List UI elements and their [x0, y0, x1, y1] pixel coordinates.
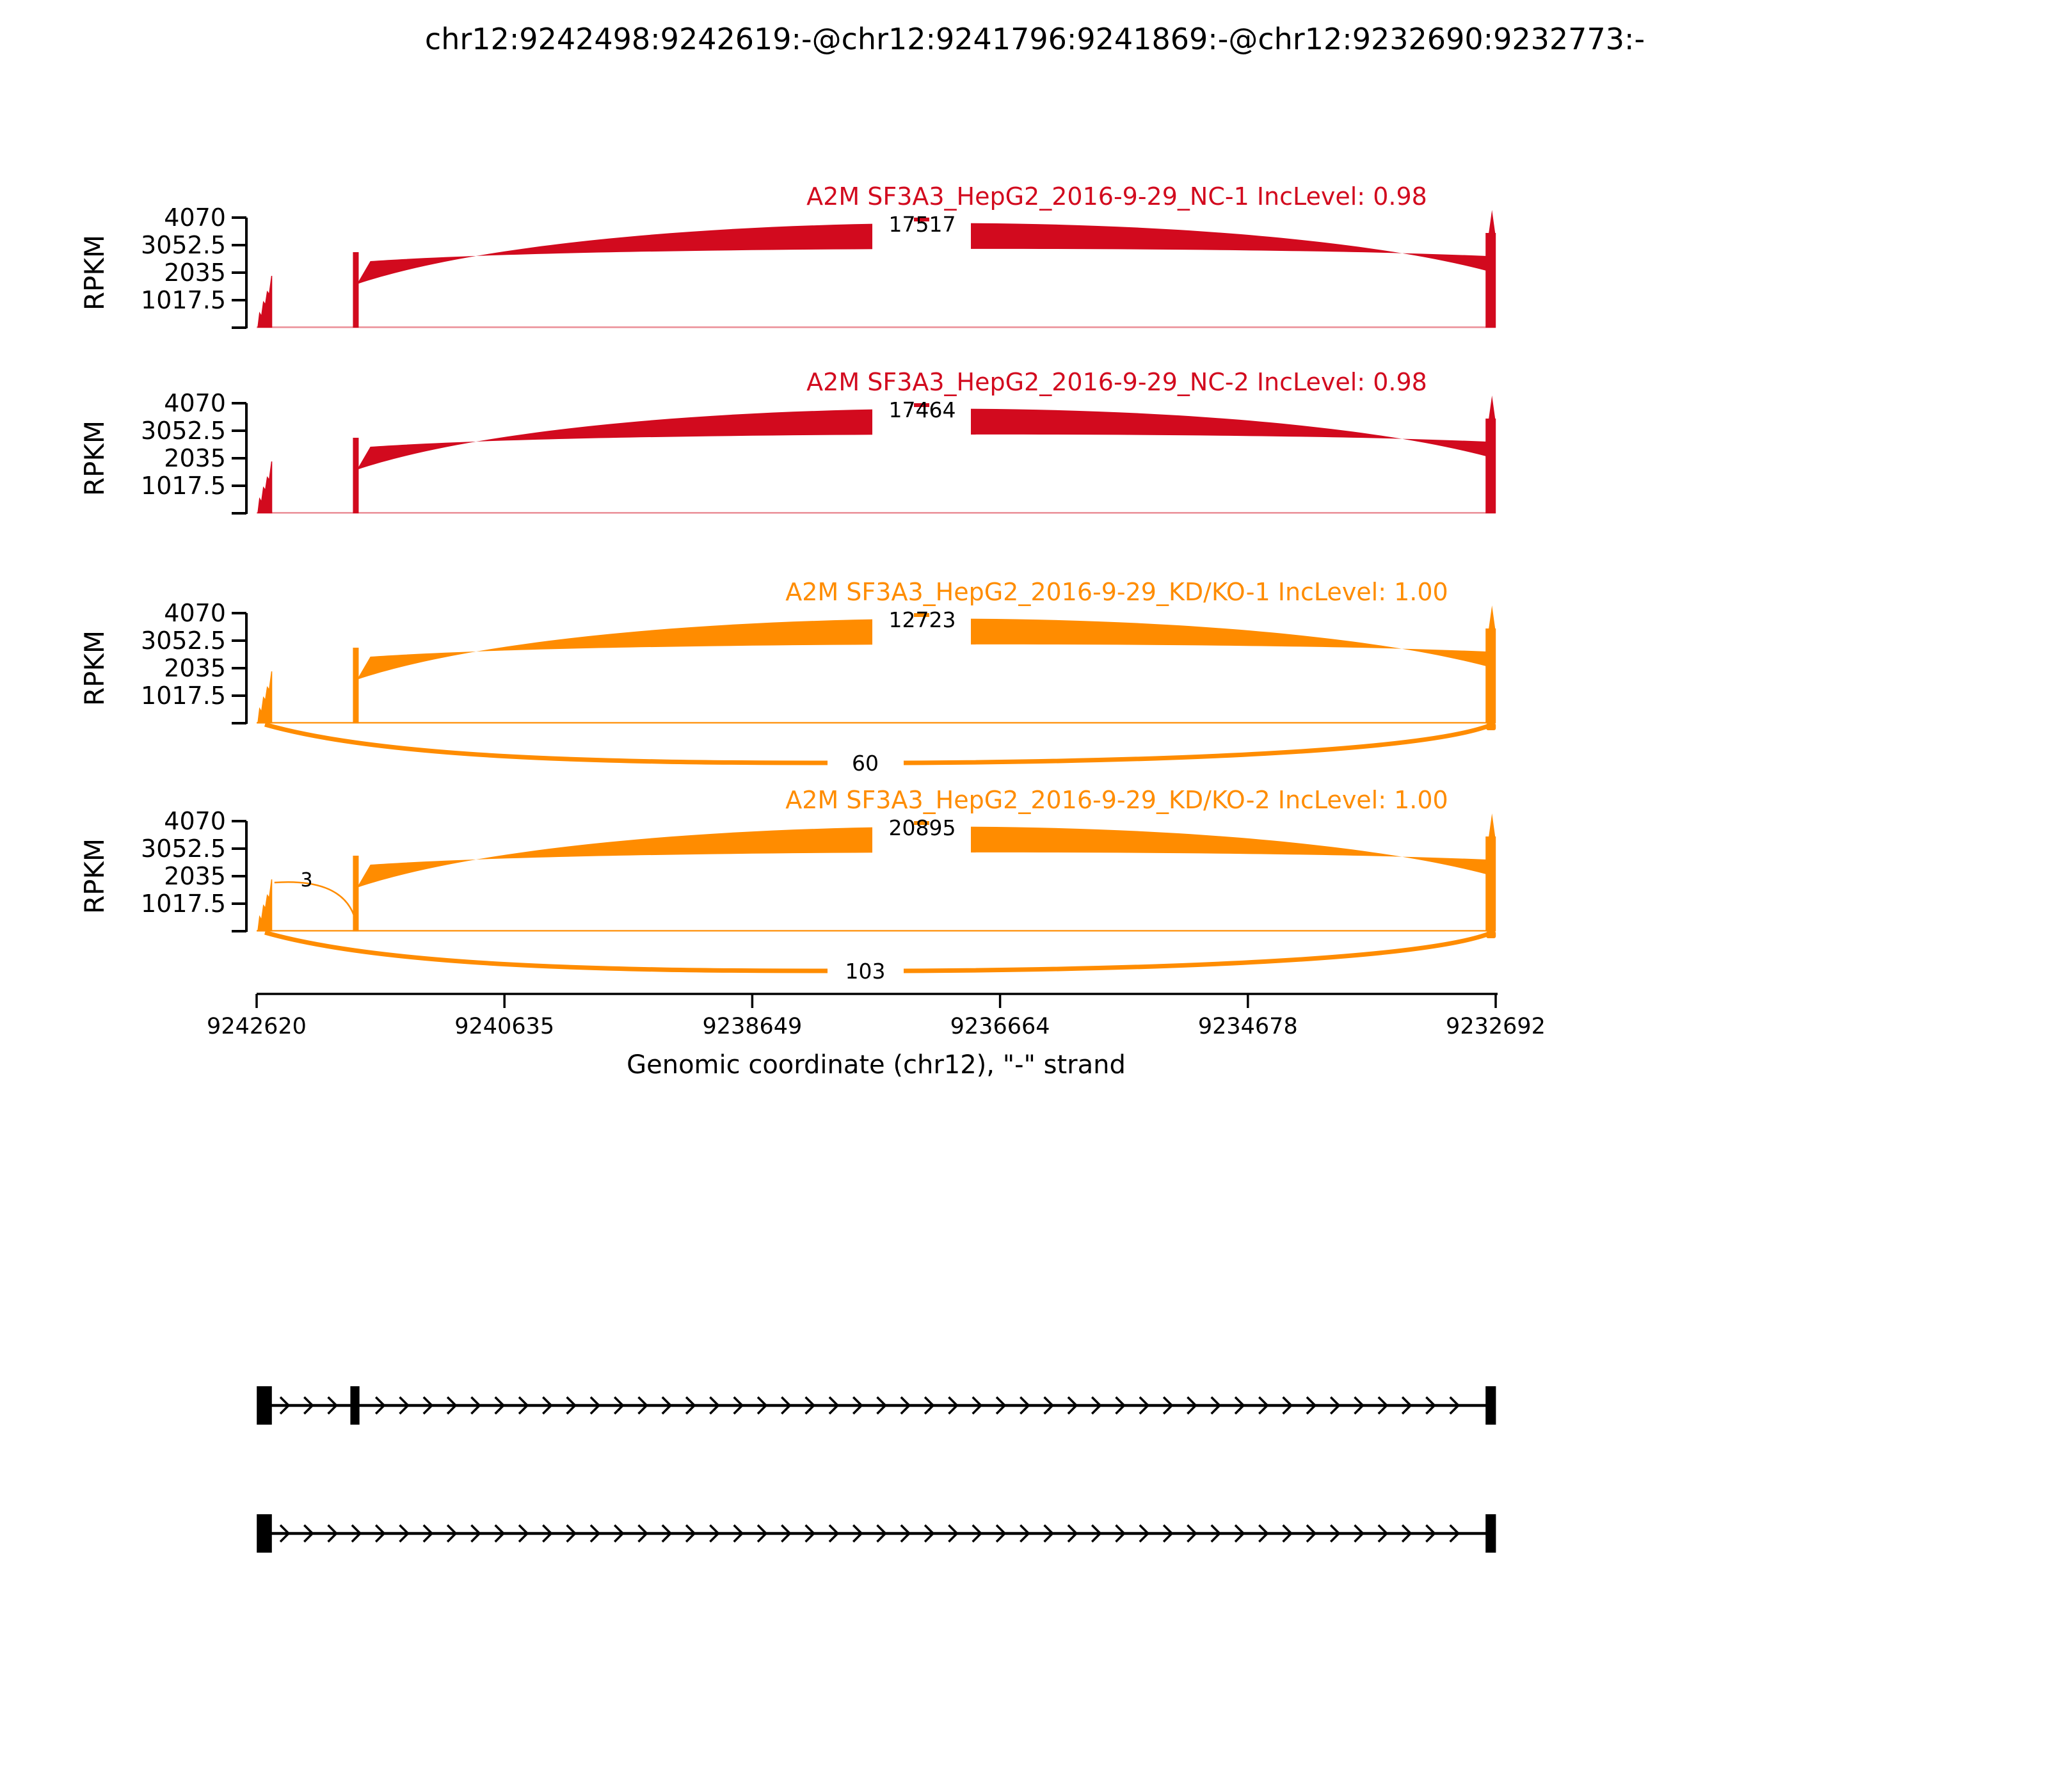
exon-block [350, 1386, 359, 1425]
y-tick-label: 1017.5 [141, 890, 226, 918]
exon-block [1485, 1386, 1496, 1425]
track-title: A2M SF3A3_HepG2_2016-9-29_NC-2 IncLevel: 0.98 [806, 368, 1427, 396]
downstream-coverage-tip [1489, 210, 1495, 233]
skipped-exon-coverage [353, 648, 358, 723]
x-tick-label: 9238649 [702, 1014, 803, 1039]
upstream-count-label: 3 [300, 869, 313, 892]
y-tick-label: 2035 [164, 862, 226, 890]
exon-block [257, 1386, 272, 1425]
y-tick-label: 3052.5 [141, 835, 226, 863]
track-title: A2M SF3A3_HepG2_2016-9-29_NC-1 IncLevel: 0.98 [806, 182, 1427, 211]
upstream-junction-arc [275, 882, 357, 926]
x-tick-label: 9240635 [454, 1014, 555, 1039]
x-tick-label: 9234678 [1197, 1014, 1298, 1039]
skipping-junction-arc [904, 933, 1491, 971]
y-tick-label: 3052.5 [141, 627, 226, 655]
track-title: A2M SF3A3_HepG2_2016-9-29_KD/KO-2 IncLevel: 1.00 [785, 786, 1448, 814]
y-tick-label: 4070 [164, 599, 226, 627]
skipping-junction-arc [265, 932, 828, 971]
y-tick-label: 1017.5 [141, 472, 226, 500]
event-title: chr12:9242498:9242619:-@chr12:9241796:9241869:-@chr12:9232690:9232773:- [424, 22, 1645, 56]
exon-block [257, 1514, 272, 1553]
rpkm-axis-label: RPKM [79, 838, 110, 915]
downstream-coverage-tip [1489, 605, 1495, 628]
coverage-baseline [257, 930, 1496, 932]
y-tick-label: 1017.5 [141, 682, 226, 710]
rpkm-axis-label: RPKM [79, 420, 110, 497]
y-tick-label: 4070 [164, 204, 226, 232]
skipping-count-label: 60 [852, 751, 879, 776]
y-tick-label: 3052.5 [141, 417, 226, 445]
coverage-peak-upstream [257, 671, 272, 723]
skipped-exon-coverage [353, 252, 358, 328]
y-tick-label: 2035 [164, 259, 226, 287]
coverage-baseline [257, 326, 1496, 328]
skipped-exon-coverage [353, 438, 358, 513]
y-tick-label: 1017.5 [141, 286, 226, 314]
skipping-junction-arc [265, 724, 828, 763]
downstream-coverage-tip [1489, 396, 1495, 419]
x-tick-label: 9232692 [1446, 1014, 1546, 1039]
skipping-count-label: 103 [845, 959, 886, 984]
y-tick-label: 4070 [164, 807, 226, 835]
y-tick-label: 3052.5 [141, 231, 226, 259]
coverage-baseline [257, 512, 1496, 514]
inclusion-count-label: 17464 [888, 397, 956, 422]
y-tick-label: 2035 [164, 654, 226, 682]
skipping-arc-end-hook [1486, 723, 1496, 730]
downstream-coverage-tip [1489, 813, 1495, 836]
x-tick-label: 9242620 [207, 1014, 307, 1039]
coverage-peak-upstream [257, 879, 272, 931]
exon-block [1485, 1514, 1496, 1553]
coverage-baseline [257, 722, 1496, 724]
rpkm-axis-label: RPKM [79, 630, 110, 707]
y-tick-label: 4070 [164, 389, 226, 417]
coverage-peak-upstream [257, 276, 272, 328]
x-tick-label: 9236664 [950, 1014, 1050, 1039]
skipping-junction-arc [904, 725, 1491, 763]
track-title: A2M SF3A3_HepG2_2016-9-29_KD/KO-1 IncLevel: 1.00 [785, 578, 1448, 606]
inclusion-count-label: 17517 [888, 212, 956, 237]
inclusion-count-label: 20895 [888, 815, 956, 840]
skipping-arc-end-hook [1486, 931, 1496, 938]
y-tick-label: 2035 [164, 444, 226, 472]
inclusion-count-label: 12723 [888, 607, 956, 632]
coverage-peak-upstream [257, 461, 272, 513]
rpkm-axis-label: RPKM [79, 234, 110, 311]
x-axis-title: Genomic coordinate (chr12), "-" strand [627, 1050, 1126, 1080]
